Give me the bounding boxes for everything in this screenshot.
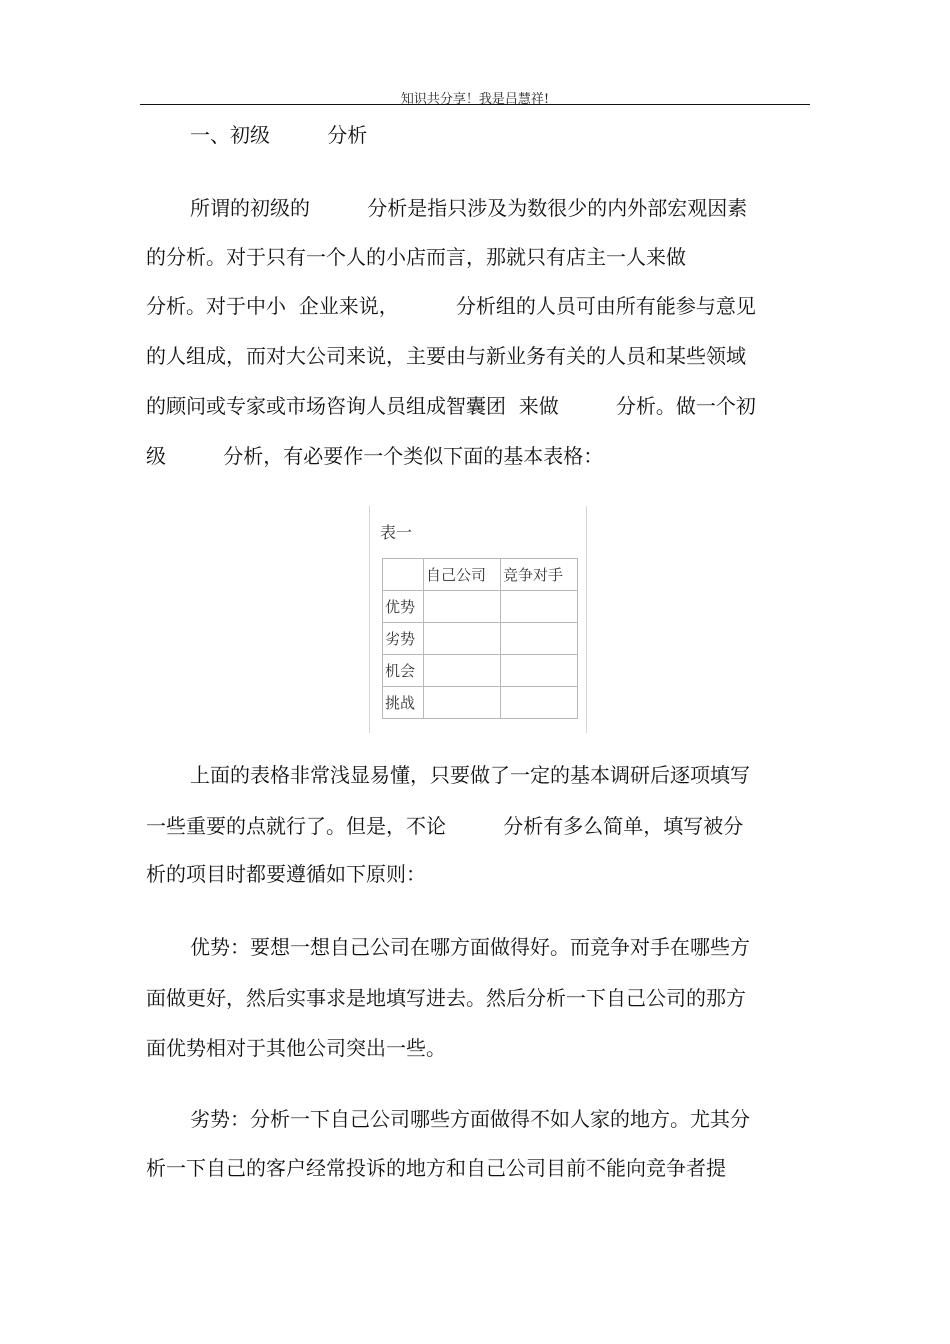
paragraph-line: 优势：要想一想自己公司在哪方面做得好。而竞争对手在哪些方 bbox=[190, 935, 750, 959]
table-row bbox=[383, 591, 578, 623]
row-header-threats: 挑战 bbox=[383, 687, 424, 719]
row-header-opportunities: 机会 bbox=[383, 655, 424, 687]
table-corner-cell bbox=[383, 559, 424, 591]
table-row bbox=[383, 687, 578, 719]
paragraph-line: 的人组成，而对大公司来说，主要由与新业务有关的人员和某些领域 bbox=[146, 344, 746, 368]
column-header-competitor: 竞争对手 bbox=[501, 559, 578, 591]
table-row bbox=[383, 623, 578, 655]
table-cell bbox=[501, 623, 578, 655]
paragraph-line: 面优势相对于其他公司突出一些。 bbox=[146, 1036, 446, 1060]
paragraph-line: 析的项目时都要遵循如下原则： bbox=[146, 862, 426, 886]
paragraph-line: 劣势：分析一下自己公司哪些方面做得不如人家的地方。尤其分 bbox=[190, 1107, 750, 1131]
table-caption: 表一 bbox=[380, 523, 413, 542]
table-row bbox=[383, 655, 578, 687]
table-cell bbox=[424, 591, 501, 623]
row-header-strengths: 优势 bbox=[383, 591, 424, 623]
table-cell bbox=[424, 687, 501, 719]
table-header-row bbox=[383, 559, 578, 591]
paragraph-line: 一些重要的点就行了。但是，不论 分析有多么简单，填写被分 bbox=[146, 814, 744, 838]
table-cell bbox=[424, 655, 501, 687]
swot-table bbox=[382, 558, 578, 719]
column-header-own-company: 自己公司 bbox=[424, 559, 501, 591]
header-rule bbox=[140, 104, 810, 105]
section-heading: 一、初级 分析 bbox=[190, 123, 368, 147]
table-cell bbox=[501, 591, 578, 623]
paragraph-line: 级 分析，有必要作一个类似下面的基本表格： bbox=[146, 444, 604, 468]
paragraph-line: 上面的表格非常浅显易懂，只要做了一定的基本调研后逐项填写 bbox=[190, 763, 750, 787]
paragraph-line: 的分析。对于只有一个人的小店而言，那就只有店主一人来做 bbox=[146, 245, 686, 269]
paragraph-line: 分析。对于中小 企业来说， 分析组的人员可由所有能参与意见 bbox=[146, 294, 756, 318]
table-cell bbox=[501, 655, 578, 687]
paragraph-line: 的顾问或专家或市场咨询人员组成智囊团 来做 分析。做一个初 bbox=[146, 394, 756, 418]
paragraph-line: 析一下自己的客户经常投诉的地方和自己公司目前不能向竞争者提 bbox=[146, 1156, 726, 1180]
paragraph-line: 所谓的初级的 分析是指只涉及为数很少的内外部宏观因素 bbox=[190, 196, 748, 220]
table-cell bbox=[424, 623, 501, 655]
paragraph-line: 面做更好，然后实事求是地填写进去。然后分析一下自己公司的那方 bbox=[146, 986, 746, 1010]
row-header-weaknesses: 劣势 bbox=[383, 623, 424, 655]
table-cell bbox=[501, 687, 578, 719]
page-header: 知识共分享！我是吕慧祥! bbox=[400, 92, 550, 107]
swot-table-figure bbox=[369, 506, 587, 733]
